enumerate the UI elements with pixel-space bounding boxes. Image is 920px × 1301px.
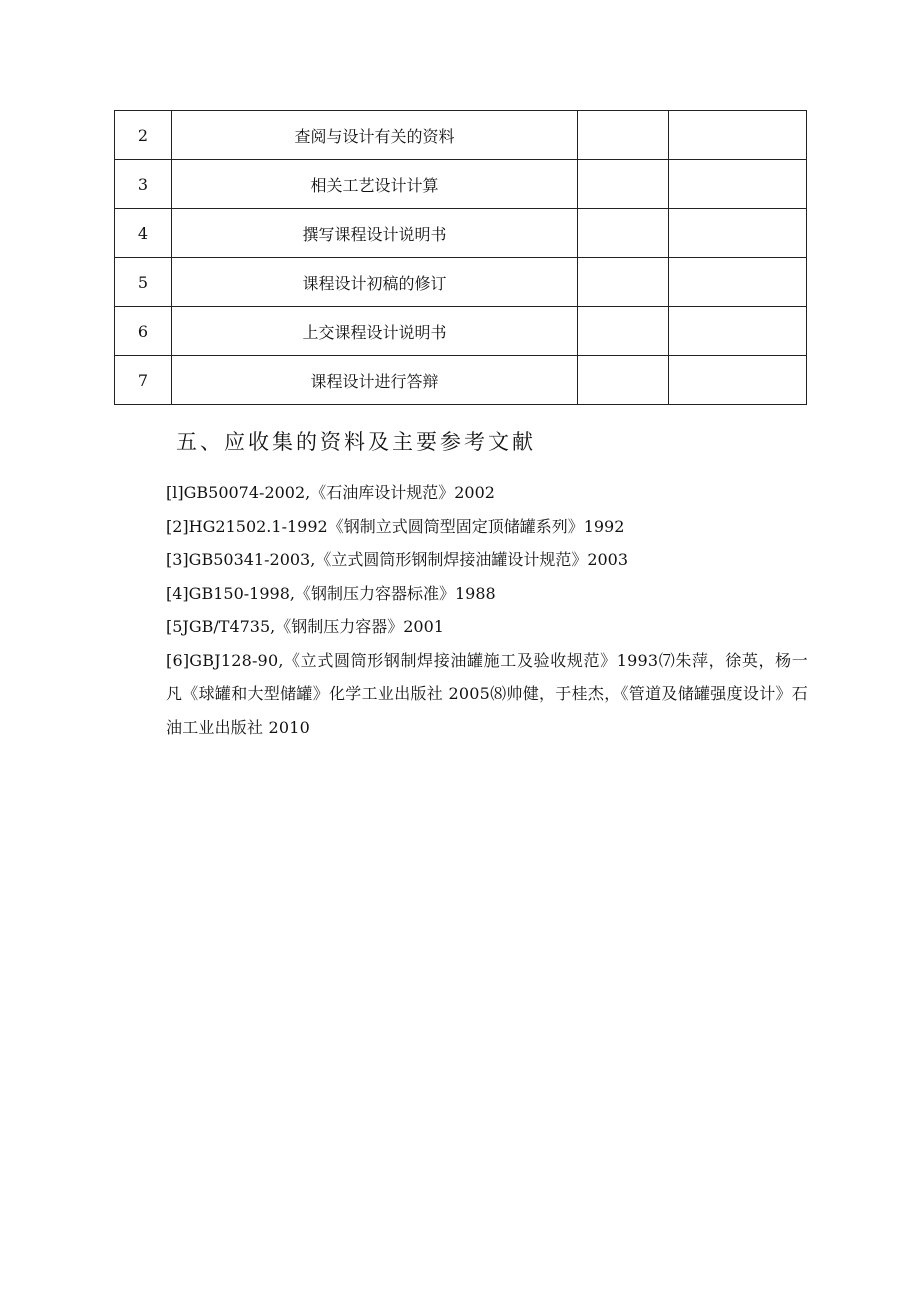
step-task: 相关工艺设计计算	[172, 160, 578, 209]
table-row	[115, 209, 807, 258]
step-number: 7	[115, 356, 172, 405]
step-cell-4	[669, 209, 807, 258]
step-cell-3	[578, 209, 669, 258]
step-cell-3	[578, 258, 669, 307]
step-cell-4	[669, 111, 807, 160]
step-task: 上交课程设计说明书	[172, 307, 578, 356]
reference-item: [3]GB50341-2003,《立式圆筒形钢制焊接油罐设计规范》2003	[166, 550, 629, 569]
step-number: 3	[115, 160, 172, 209]
reference-list	[166, 476, 808, 744]
step-task: 课程设计进行答辩	[172, 356, 578, 405]
schedule-table	[114, 110, 807, 405]
table-row	[115, 160, 807, 209]
reference-item: [6]GBJ128-90,《立式圆筒形钢制焊接油罐施工及验收规范》1993⑺朱萍，徐英，杨一凡《球罐和大型储罐》化学工业出版社 2005⑻帅健，于桂杰，《管道及储罐强度设计》石油工业出版社 2010	[166, 650, 808, 737]
step-task: 课程设计初稿的修订	[172, 258, 578, 307]
section-heading: 五、应收集的资料及主要参考文献	[176, 430, 536, 454]
step-number: 2	[115, 111, 172, 160]
reference-item: [5JGB/T4735,《钢制压力容器》2001	[166, 617, 444, 636]
step-cell-3	[578, 356, 669, 405]
table-row	[115, 356, 807, 405]
step-cell-3	[578, 111, 669, 160]
reference-item: [2]HG21502.1-1992《钢制立式圆筒型固定顶储罐系列》1992	[166, 516, 625, 536]
reference-item: [l]GB50074-2002,《石油库设计规范》2002	[166, 483, 495, 502]
step-cell-4	[669, 307, 807, 356]
step-cell-4	[669, 258, 807, 307]
table-row	[115, 258, 807, 307]
step-cell-4	[669, 356, 807, 405]
step-task: 查阅与设计有关的资料	[172, 111, 578, 160]
step-cell-4	[669, 160, 807, 209]
step-task: 撰写课程设计说明书	[172, 209, 578, 258]
step-number: 5	[115, 258, 172, 307]
step-cell-3	[578, 160, 669, 209]
step-number: 4	[115, 209, 172, 258]
reference-item: [4]GB150-1998,《钢制压力容器标准》1988	[166, 583, 496, 603]
step-cell-3	[578, 307, 669, 356]
step-number: 6	[115, 307, 172, 356]
table-row	[115, 307, 807, 356]
table-row	[115, 111, 807, 160]
